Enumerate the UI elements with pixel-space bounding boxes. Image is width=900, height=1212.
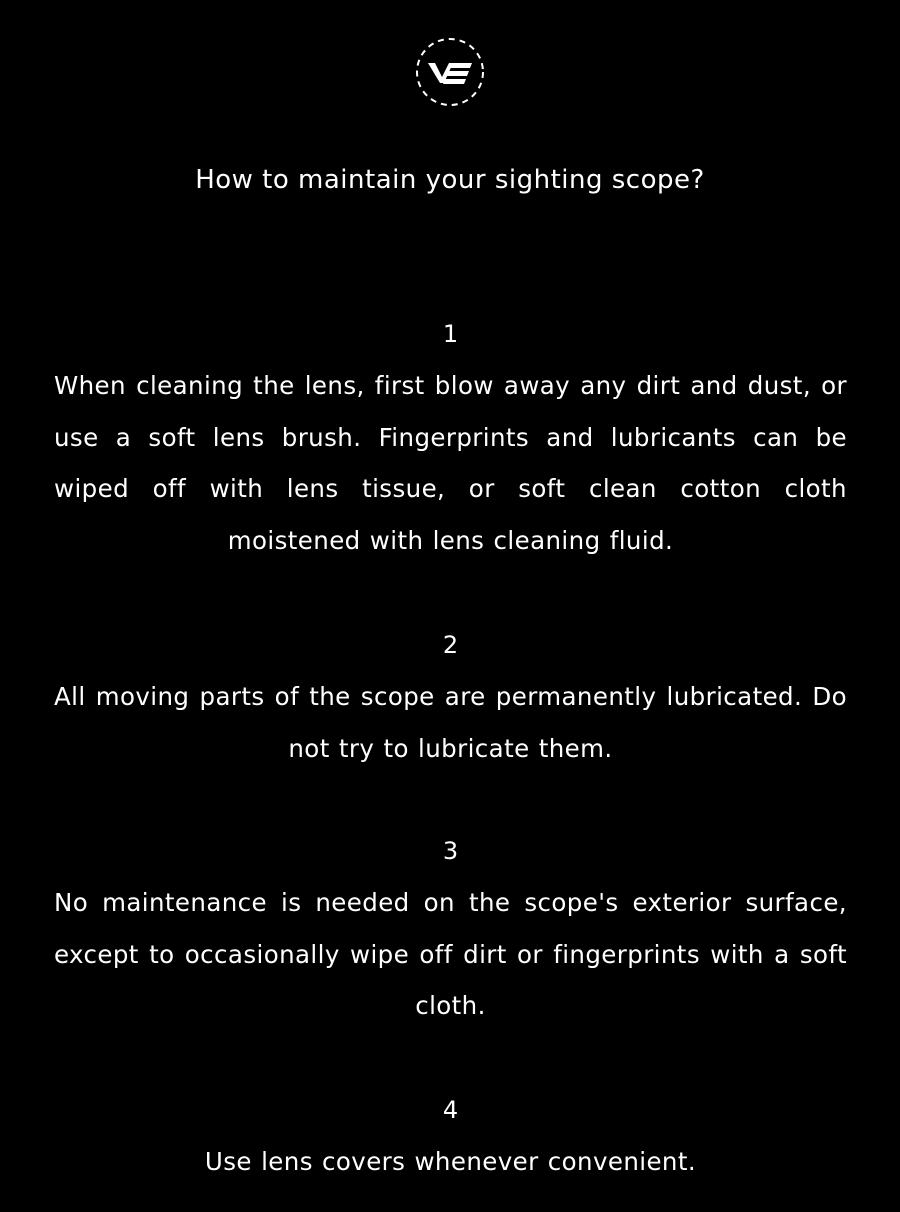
tip-text: No maintenance is needed on the scope's exterior surface, except to occasionally wipe off dirt or fingerprints with a soft cloth.	[54, 888, 847, 1020]
ve-brand-logo-icon	[414, 36, 486, 108]
tip-section-1	[54, 308, 847, 566]
page-title: How to maintain your sighting scope?	[195, 165, 705, 195]
tip-number: 3	[442, 837, 459, 865]
tip-text: Use lens covers whenever convenient.	[204, 1147, 697, 1176]
tip-section-2	[54, 619, 847, 774]
tip-section-4	[54, 1084, 847, 1188]
tip-text: All moving parts of the scope are permanently lubricated. Do not try to lubricate them.	[54, 682, 847, 763]
tip-text: When cleaning the lens, first blow away any dirt and dust, or use a soft lens brush. Fingerprints and lubricants can be wiped off with lens tissue, or soft clean cotton cloth moistened with lens cleaning fluid.	[54, 371, 847, 555]
tip-number: 1	[442, 320, 459, 348]
tip-number: 2	[442, 631, 459, 659]
tip-section-3	[54, 825, 847, 1032]
tip-number: 4	[442, 1096, 459, 1124]
